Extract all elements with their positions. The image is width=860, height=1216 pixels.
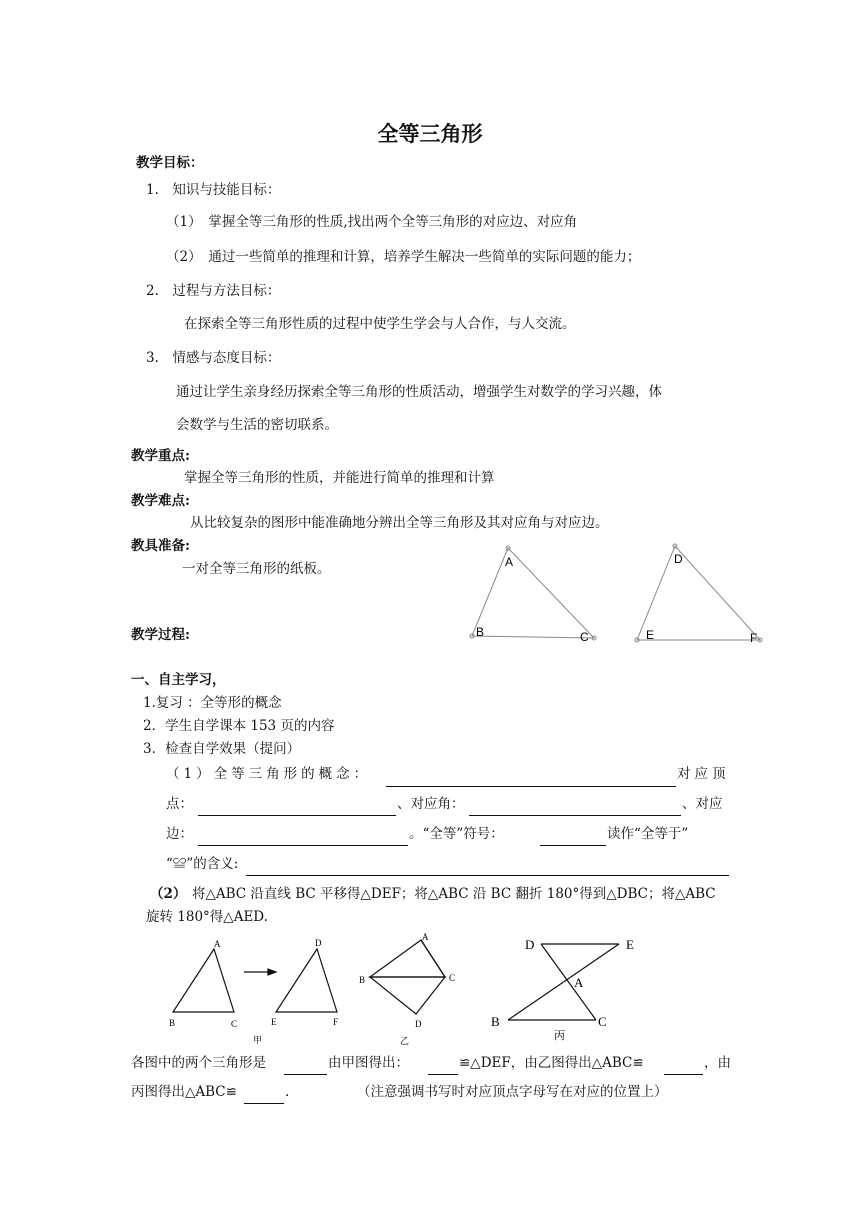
q1-vertex-label-b: 点：	[166, 796, 193, 812]
q1-symbol-label: 。“全等”符号：	[409, 826, 504, 842]
label-d: D	[674, 552, 683, 566]
check-line: 3．检查自学效果（提问）	[143, 741, 301, 757]
goal-item-3-1b: 会数学与生活的密切联系。	[176, 417, 338, 433]
section1-heading: 一、自主学习，	[131, 672, 226, 688]
q1-read-as: 读作“全等于”	[607, 826, 689, 842]
page-title: 全等三角形	[377, 122, 483, 146]
q1-meaning-label: “≌”的含义:	[166, 856, 239, 872]
rotation-figure	[508, 944, 619, 1020]
triangle-def-figure	[635, 544, 762, 642]
jia-label-b: B	[169, 1018, 176, 1028]
answer-line-1a: 各图中的两个三角形是	[131, 1055, 266, 1071]
triangle-abc-figure	[470, 546, 596, 640]
yi-label-a: A	[422, 932, 429, 942]
goals-heading: 教学目标：	[136, 155, 204, 171]
reflection-figure	[370, 940, 445, 1014]
label-f: F	[750, 631, 758, 645]
answer-line-1d: ，由	[704, 1055, 731, 1071]
jia-label-d: D	[315, 938, 322, 948]
q2-text-b: 旋转 180°得△AED.	[146, 909, 268, 925]
goal-item-3: 3. 情感与态度目标：	[146, 350, 281, 366]
goal-item-1-2: （2） 通过一些简单的推理和计算，培养学生解决一些简单的实际问题的能力；	[166, 249, 641, 265]
bing-label-b: B	[491, 1014, 500, 1029]
label-c: C	[580, 630, 589, 644]
bing-label-d: D	[525, 937, 535, 952]
label-a: A	[505, 555, 514, 569]
q1-side-label-b: 边：	[166, 826, 193, 842]
translation-figure	[173, 949, 337, 1012]
jia-label-a: A	[214, 939, 221, 949]
label-e: E	[646, 628, 655, 642]
key-points-heading: 教学重点:	[131, 448, 190, 464]
bing-label-c: C	[598, 1014, 607, 1029]
jia-label-e: E	[271, 1017, 277, 1027]
yi-label-d: D	[415, 1019, 422, 1029]
label-b: B	[476, 625, 485, 639]
goal-item-1-1: （1） 掌握全等三角形的性质,找出两个全等三角形的对应边、对应角	[166, 214, 578, 230]
selfstudy-line: 2．学生自学课本 153 页的内容	[143, 718, 335, 734]
answer-note: （注意强调书写时对应顶点字母写在对应的位置上）	[357, 1084, 668, 1100]
yi-label-b: B	[359, 975, 366, 985]
q1-angle-label: 、对应角：	[397, 796, 465, 812]
q1-vertex-label-a: 对应顶	[677, 766, 730, 782]
goal-item-2-1: 在探索全等三角形性质的过程中使学生学会与人合作，与人交流。	[184, 316, 576, 332]
bing-caption: 丙	[554, 1030, 565, 1042]
q2-number: （2）	[150, 886, 187, 902]
answer-line-2a: 丙图得出△ABC≌	[131, 1084, 237, 1100]
jia-label-f: F	[333, 1017, 339, 1027]
answer-line-1c: ≌△DEF，由乙图得出△ABC≌	[459, 1055, 644, 1071]
bing-label-a: A	[574, 975, 584, 990]
goal-item-2: 2. 过程与方法目标：	[146, 283, 281, 299]
tools-heading: 教具准备:	[131, 538, 190, 554]
difficulty-text: 从比较复杂的图形中能准确地分辨出全等三角形及其对应角与对应边。	[190, 515, 609, 531]
answer-line-2b: .	[285, 1084, 290, 1100]
jia-label-c: C	[231, 1019, 238, 1029]
bing-label-e: E	[626, 937, 634, 952]
process-heading: 教学过程:	[131, 627, 190, 643]
review-line: 1.复习 ：全等形的概念	[143, 695, 282, 711]
key-points-text: 掌握全等三角形的性质，并能进行简单的推理和计算	[184, 470, 495, 486]
goal-item-1: 1. 知识与技能目标：	[146, 182, 281, 198]
goal-item-3-1a: 通过让学生亲身经历探索全等三角形的性质活动，增强学生对数学的学习兴趣，体	[176, 384, 662, 400]
tools-text: 一对全等三角形的纸板。	[182, 561, 331, 577]
answer-line-1b: 由甲图得出：	[328, 1055, 409, 1071]
yi-caption: 乙	[400, 1036, 410, 1046]
q2-text-a: 将△ABC 沿直线 BC 平移得△DEF；将△ABC 沿 BC 翻折 180°得到△DBC；将△ABC	[192, 886, 716, 902]
q1-side-label-a: 、对应	[682, 796, 723, 812]
q1-concept-label: （1）全等三角形的概念：	[166, 766, 372, 782]
yi-label-c: C	[449, 973, 456, 983]
difficulty-heading: 教学难点:	[131, 493, 190, 509]
jia-caption: 甲	[253, 1035, 263, 1045]
